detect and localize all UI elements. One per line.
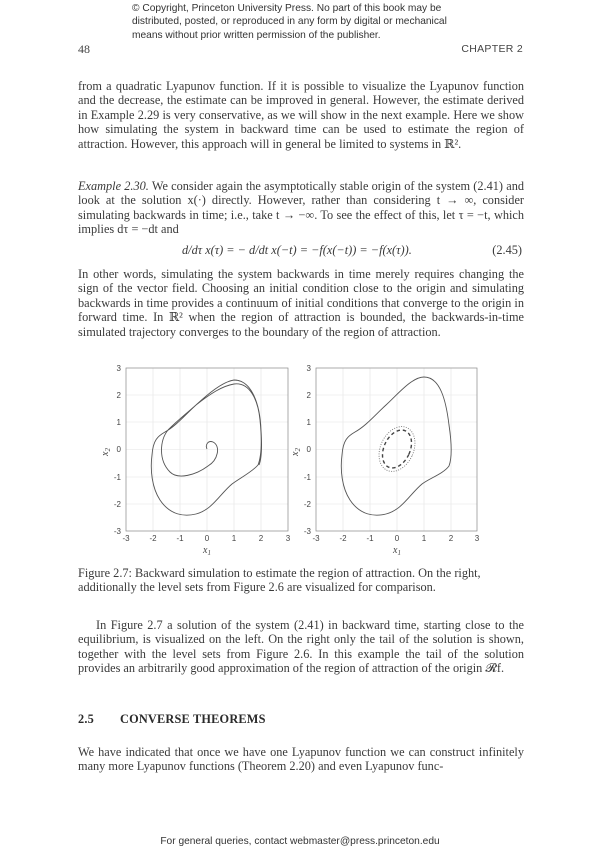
xtick: 2 bbox=[448, 534, 454, 543]
equation-body: d/dτ x(τ) = − d/dt x(−t) = −f(x(−t)) = −f(x(τ)). bbox=[182, 243, 412, 257]
footer-contact: For general queries, contact webmaster@press.princeton.edu bbox=[160, 836, 440, 847]
trajectory-tail-curve bbox=[341, 377, 451, 515]
chapter-heading: CHAPTER 2 bbox=[461, 43, 523, 55]
paragraph-figure-discussion: In Figure 2.7 a solution of the system (2.41) in backward time, starting close to the equilibrium, is visualized on the left. On the right only the tail of the solution is shown, together with the level sets from Figure 2.6. In this example the tail of the solution provides an arbitrarily good approximation of the region of attraction of the origin 𝓡f. bbox=[78, 618, 524, 676]
y-axis-label: $x_2$ bbox=[290, 448, 302, 456]
ytick: -3 bbox=[113, 527, 121, 536]
x-axis-label: $x_1$ bbox=[203, 545, 211, 557]
copyright-line-1: © Copyright, Princeton University Press. No part of this book may be bbox=[132, 3, 442, 14]
grid bbox=[316, 368, 477, 531]
figure-right-plot bbox=[285, 360, 488, 560]
ytick: 2 bbox=[116, 391, 121, 400]
copyright-notice bbox=[132, 2, 492, 42]
page-number: 48 bbox=[78, 42, 90, 56]
xtick: 1 bbox=[231, 534, 237, 543]
trajectory-curve bbox=[151, 380, 261, 515]
ytick: -3 bbox=[303, 527, 311, 536]
paragraph-converse-intro: We have indicated that once we have one Lyapunov function we can construct infinitely many more Lyapunov functions (Theorem 2.20) and even Lyapunov func- bbox=[78, 745, 524, 774]
xtick: -2 bbox=[149, 534, 157, 543]
ytick: 2 bbox=[306, 391, 311, 400]
ytick: -1 bbox=[303, 473, 311, 482]
figure-caption: Figure 2.7: Backward simulation to estimate the region of attraction. On the right, additionally the level sets from Figure 2.6 are visualized for comparison. bbox=[78, 566, 481, 595]
xtick: -2 bbox=[339, 534, 347, 543]
x-axis-label: $x_1$ bbox=[393, 545, 401, 557]
xtick: 3 bbox=[285, 534, 291, 543]
xtick: -3 bbox=[122, 534, 130, 543]
paragraph-backward-sim: In other words, simulating the system backwards in time merely requires changing the sign of the vector field. Choosing an initial condition close to the origin and simulating backwards in time provides a continuum of initial conditions that converge to the origin in forward time. In ℝ² when the region of attraction is bounded, the backwards-in-time simulated trajectory converges to the boundary of the region of attraction. bbox=[78, 267, 524, 339]
ytick: 3 bbox=[116, 364, 121, 373]
ytick: 0 bbox=[306, 445, 311, 454]
xtick: -1 bbox=[176, 534, 184, 543]
xtick: 0 bbox=[394, 534, 400, 543]
copyright-line-3: means without prior written permission of the publisher. bbox=[132, 29, 381, 41]
paragraph-example bbox=[78, 179, 524, 237]
copyright-line-2: distributed, posted, or reproduced in any form by digital or mechanical bbox=[132, 16, 447, 28]
xtick: 0 bbox=[204, 534, 210, 543]
ytick: 0 bbox=[116, 445, 121, 454]
xtick: 1 bbox=[421, 534, 427, 543]
ytick: -1 bbox=[113, 473, 121, 482]
xtick: -1 bbox=[366, 534, 374, 543]
ytick: -2 bbox=[113, 500, 121, 509]
section-title: CONVERSE THEOREMS bbox=[120, 712, 266, 726]
xtick: 2 bbox=[258, 534, 264, 543]
grid bbox=[126, 368, 288, 531]
ytick: 1 bbox=[116, 418, 121, 427]
paragraph-intro: from a quadratic Lyapunov function. If it is possible to visualize the Lyapunov function and the decrease, the estimate can be improved in general. However, the estimate derived in Example 2.29 is very conservative, as we will show in the next example. Here we show how simulating the system in backward time can be used to estimate the region of attraction. However, this approach will in general be limited to systems in ℝ². bbox=[78, 79, 524, 151]
example-text: We consider again the asymptotically stable origin of the system (2.41) and look at the solution x(·) directly. However, rather than considering t → ∞, consider simulating backwards in time; i.e., take t → −∞. To see the effect of this, let τ = −t, which implies dτ = −dt and bbox=[78, 179, 524, 237]
figure-left-plot bbox=[98, 360, 298, 560]
example-label: Example 2.30. bbox=[78, 179, 149, 193]
xtick: 3 bbox=[474, 534, 480, 543]
xtick: -3 bbox=[312, 534, 320, 543]
ytick: 3 bbox=[306, 364, 311, 373]
section-heading bbox=[78, 712, 266, 727]
ytick: 1 bbox=[306, 418, 311, 427]
y-axis-label: $x_2$ bbox=[100, 448, 112, 456]
ytick: -2 bbox=[303, 500, 311, 509]
section-number: 2.5 bbox=[78, 712, 94, 726]
equation-number: (2.45) bbox=[492, 243, 522, 257]
